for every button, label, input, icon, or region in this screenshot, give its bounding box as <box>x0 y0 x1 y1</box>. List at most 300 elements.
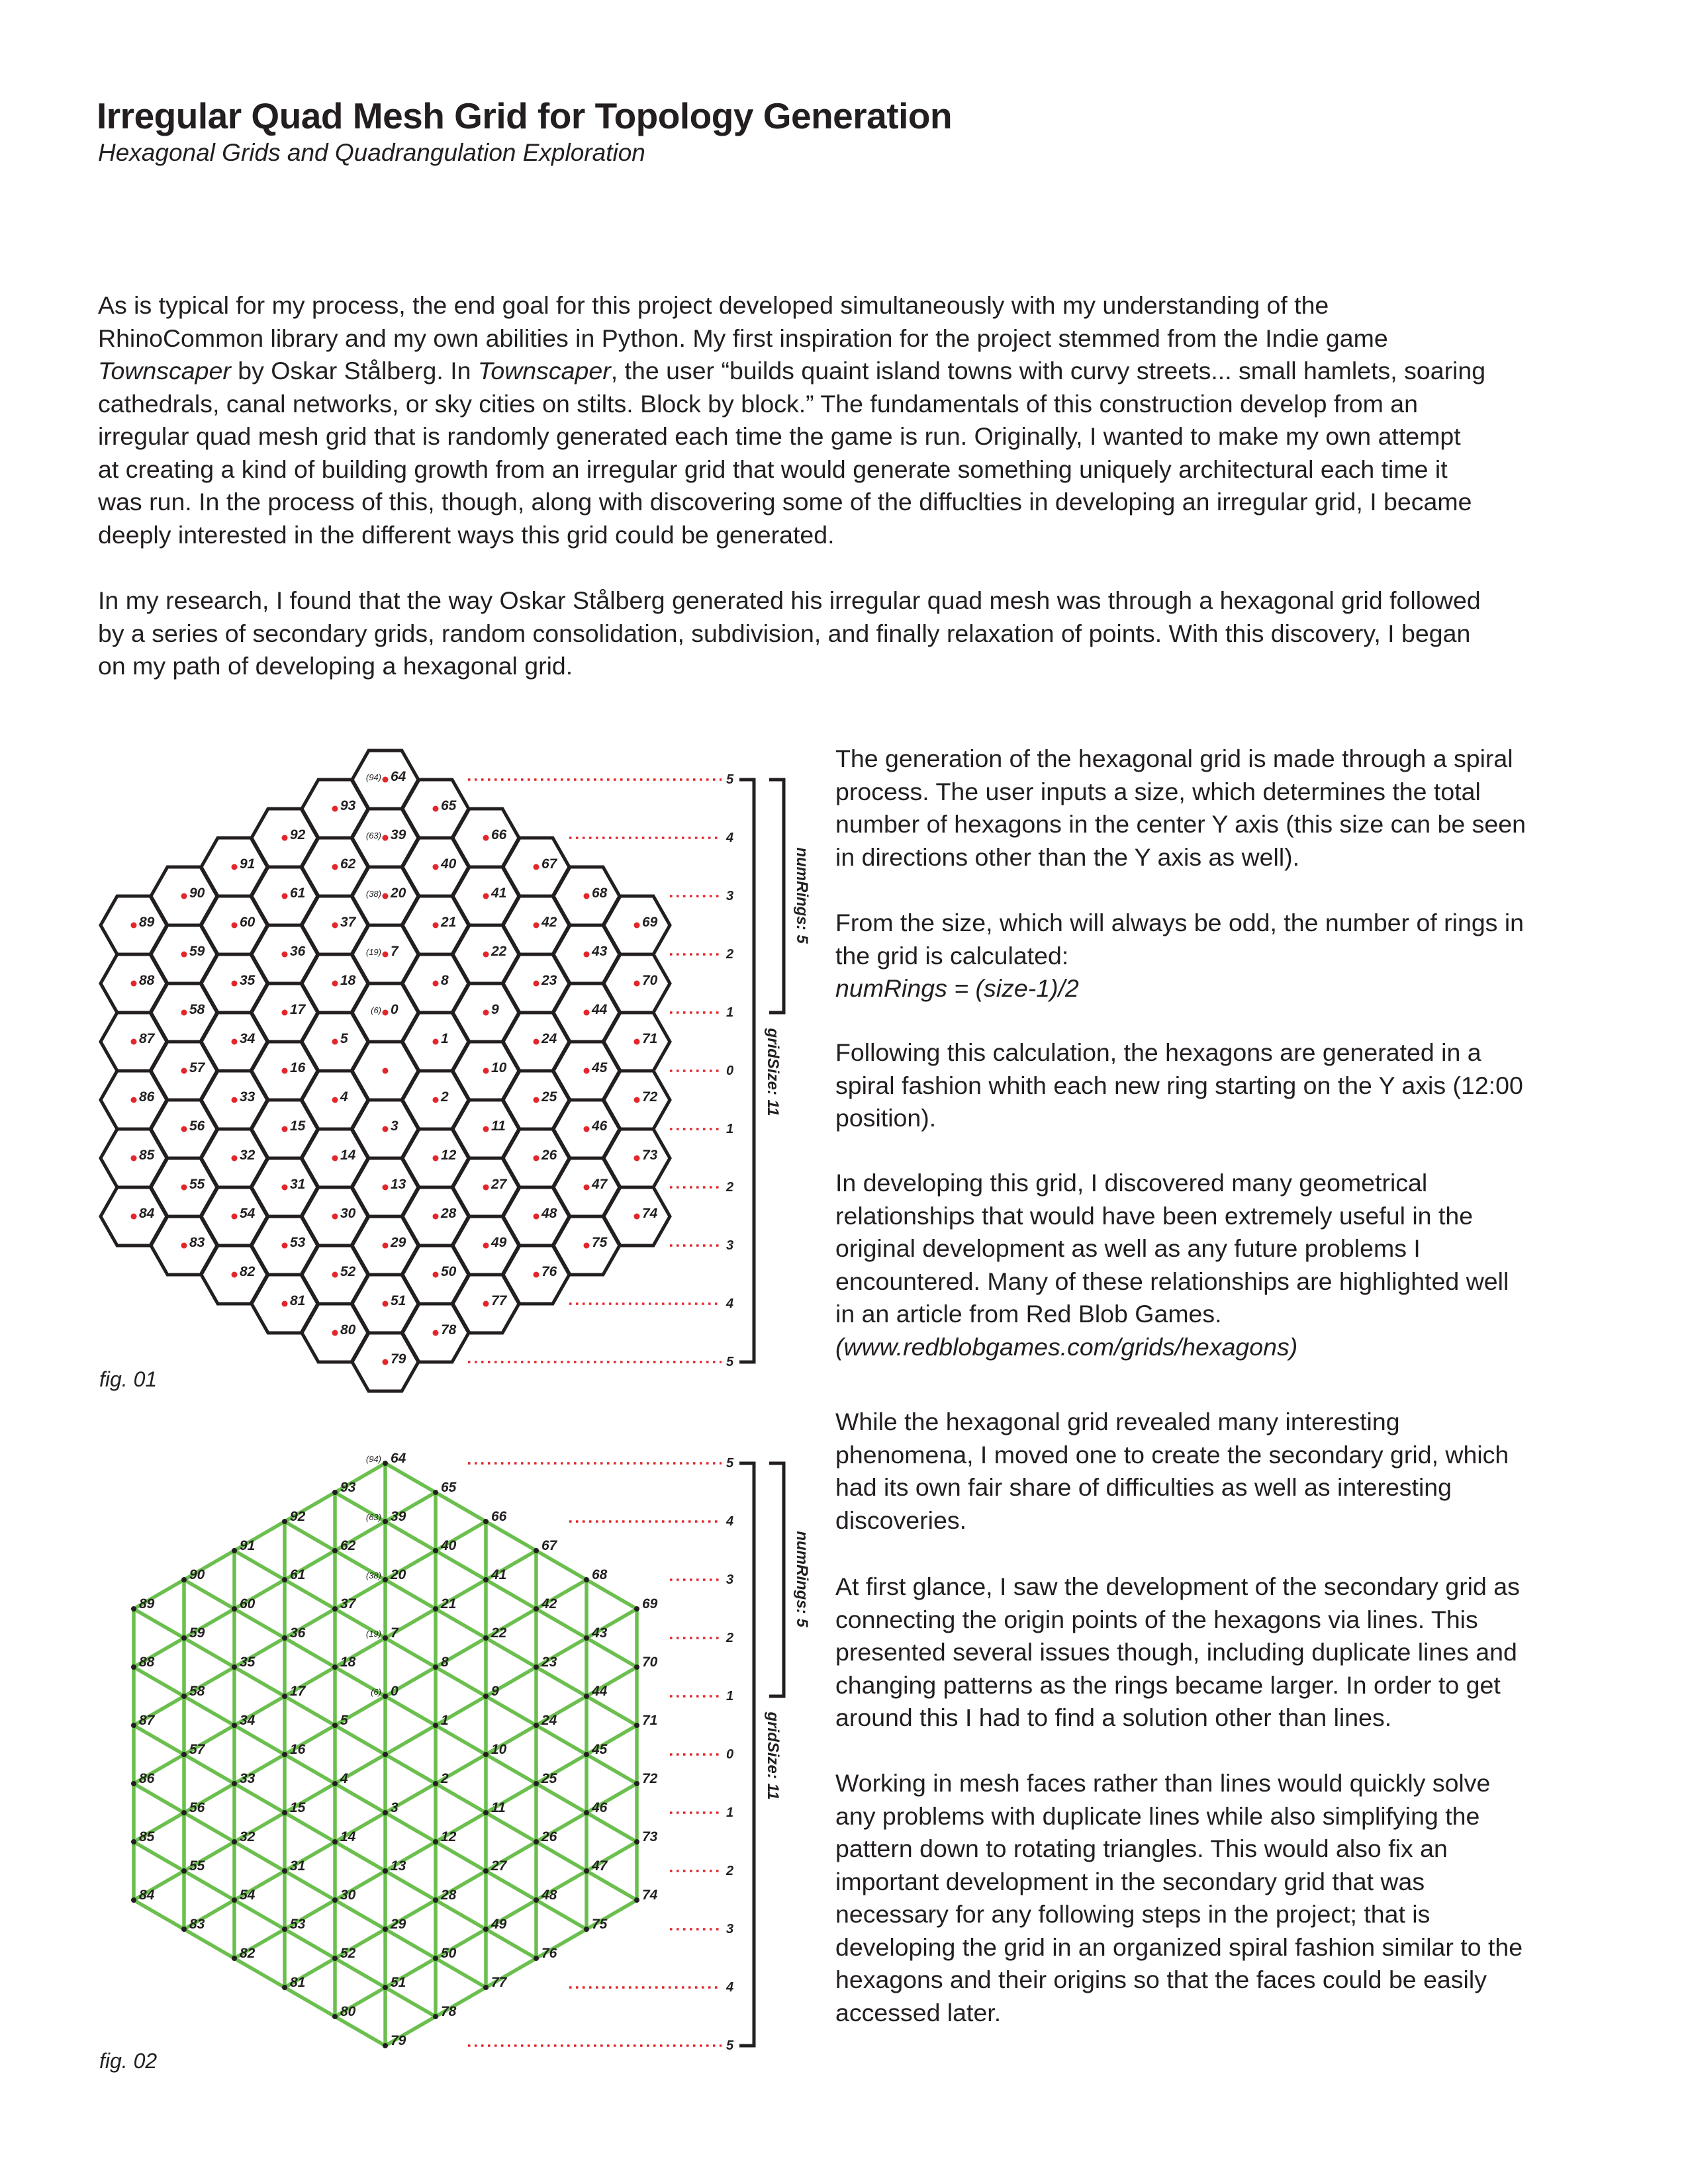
mesh-edge <box>536 1551 586 1580</box>
hexagon-index-label: 44 <box>592 1002 608 1017</box>
vertex-index-label: 64 <box>391 1451 406 1466</box>
vertex-index-label: 21 <box>441 1596 457 1612</box>
mesh-edge <box>335 1784 385 1813</box>
text-run: by a series of secondary grids, random consolidation, subdivision, and finally relaxation of points. With this discovery, I began <box>98 619 1471 647</box>
vertex-index-label: 13 <box>391 1858 406 1874</box>
ring-number-label: 2 <box>726 1631 734 1645</box>
hexagon-index-label: 11 <box>491 1118 506 1134</box>
text-run: As is typical for my process, the end goal for this project developed simultaneously with my understanding of the <box>98 291 1329 319</box>
hexagon-index-label: 91 <box>240 856 256 872</box>
vertex-index-label: 59 <box>189 1625 205 1641</box>
hexagon-index-label: 55 <box>189 1177 205 1192</box>
mesh-edge <box>586 1754 637 1784</box>
vertex-index-label: 24 <box>541 1713 557 1728</box>
mesh-edge <box>436 1667 486 1696</box>
vertex-index-label: 36 <box>290 1625 306 1641</box>
ring-number-label: 2 <box>726 1180 734 1195</box>
mesh-edge <box>385 1638 436 1667</box>
mesh-edge <box>234 1551 285 1580</box>
vertex-index-label: 14 <box>340 1829 356 1844</box>
hexagon-index-label: 53 <box>290 1235 306 1250</box>
vertex-dot <box>181 1635 187 1641</box>
vertex-index-label: 92 <box>290 1509 306 1524</box>
text-run: In developing this grid, I discovered many geometrical <box>835 1169 1428 1197</box>
mesh-edge <box>586 1696 637 1725</box>
hexagon-index-label: 86 <box>139 1089 155 1105</box>
text-run: important development in the secondary grid that was <box>835 1867 1425 1895</box>
hexagon-index-label: 12 <box>441 1148 457 1163</box>
hexagon-index-label: 89 <box>139 915 155 930</box>
text-run: In my research, I found that the way Oskar Stålberg generated his irregular quad mesh was through a hexagonal grid followed <box>98 586 1481 614</box>
vertex-index-label: 68 <box>592 1567 608 1582</box>
hexagon-index-label: 20 <box>391 886 406 901</box>
hexagon-index-label: 51 <box>391 1293 406 1308</box>
ring-number-label: 0 <box>726 1064 734 1078</box>
ring-number-label: 4 <box>726 1514 734 1529</box>
vertex-dot <box>383 1577 388 1582</box>
vertex-dot <box>282 1577 287 1582</box>
text-run: deeply interested in the different ways this grid could be generated. <box>98 520 835 549</box>
vertex-dot <box>634 1723 639 1728</box>
vertex-index-label: 78 <box>441 2004 457 2019</box>
hexagon-index-label: 72 <box>642 1089 658 1105</box>
mesh-edge <box>385 1754 436 1784</box>
vertex-dot <box>181 1810 187 1815</box>
mesh-edge <box>436 1551 486 1580</box>
hexagon-index-label: 16 <box>290 1060 306 1075</box>
hexagon-index-label: 84 <box>139 1206 155 1221</box>
hexagon-index-label: 52 <box>340 1264 356 1279</box>
vertex-dot <box>282 1868 287 1874</box>
vertex-dot <box>433 1839 438 1844</box>
vertex-dot <box>383 1694 388 1699</box>
text-run: position). <box>835 1104 937 1132</box>
text-run: by Oskar Stålberg. In <box>230 357 478 385</box>
vertex-index-label: 11 <box>491 1800 506 1815</box>
vertex-index-label: 85 <box>139 1829 155 1844</box>
vertex-index-label: 90 <box>189 1567 205 1582</box>
mesh-edge <box>486 1522 536 1551</box>
vertex-index-label: 44 <box>592 1684 608 1699</box>
mesh-edge <box>536 1667 586 1696</box>
italic-text: Townscaper <box>477 357 611 385</box>
vertex-index-label: 75 <box>592 1917 608 1932</box>
mesh-edge <box>285 1580 335 1609</box>
ring-number-label: 3 <box>726 889 734 903</box>
vertex-index-label: 33 <box>240 1771 256 1786</box>
hexagon-index-label: 34 <box>240 1031 256 1046</box>
hexagon-index-label: 4 <box>340 1089 348 1105</box>
vertex-index-label: 7 <box>391 1625 399 1641</box>
vertex-dot <box>534 1606 539 1612</box>
page-title: Irregular Quad Mesh Grid for Topology Generation <box>97 95 953 136</box>
vertex-index-label: 39 <box>391 1509 406 1524</box>
page-subtitle: Hexagonal Grids and Quadrangulation Exploration <box>98 139 645 166</box>
mesh-edge <box>335 2017 385 2046</box>
text-run: at creating a kind of building growth from an irregular grid that would generate something uniquely architectural each time it <box>98 455 1448 483</box>
vertex-index-label: 4 <box>340 1771 348 1786</box>
hexagon-index-label: 35 <box>240 973 256 988</box>
grid-size-bracket <box>739 1463 754 2046</box>
mesh-edge <box>335 1842 385 1871</box>
vertex-index-label: 73 <box>642 1829 658 1844</box>
vertex-index-label: 83 <box>189 1917 205 1932</box>
vertex-index-label: 91 <box>240 1538 256 1553</box>
vertex-index-label: 16 <box>290 1742 306 1757</box>
vertex-dot <box>433 1664 438 1670</box>
mesh-edge <box>486 1580 536 1609</box>
hexagon-index-label: 82 <box>240 1264 256 1279</box>
mesh-edge <box>436 1492 486 1522</box>
hexagon-index-label: 45 <box>592 1060 608 1075</box>
hexagon-index-label: 85 <box>139 1148 155 1163</box>
italic-text: (www.redblobgames.com/grids/hexagons) <box>835 1332 1298 1361</box>
mesh-edge <box>234 1784 285 1813</box>
mesh-edge <box>536 1784 586 1813</box>
mesh-edge <box>385 1871 436 1900</box>
mesh-edge <box>436 1725 486 1754</box>
vertex-index-label: 67 <box>541 1538 557 1553</box>
vertex-index-label: 0 <box>391 1684 399 1699</box>
text-run: was run. In the process of this, though, along with discovering some of the diffuclties in developing an irregular grid, I became <box>98 488 1472 516</box>
text-run: in directions other than the Y axis as well). <box>835 842 1300 871</box>
vertex-dot <box>383 2043 388 2048</box>
mesh-edge <box>385 1580 436 1609</box>
vertex-dot <box>634 1781 639 1786</box>
vertex-index-label: 26 <box>541 1829 557 1844</box>
vertex-dot <box>584 1635 589 1641</box>
vertex-dot <box>483 1752 489 1757</box>
mesh-edge <box>285 1929 335 1958</box>
mesh-edge <box>436 1958 486 1987</box>
vertex-dot <box>534 1897 539 1903</box>
vertex-dot <box>634 1897 639 1903</box>
vertex-dot <box>584 1868 589 1874</box>
mesh-edge <box>184 1871 234 1900</box>
hexagon-index-label: 31 <box>290 1177 306 1192</box>
vertex-dot <box>433 1723 438 1728</box>
vertex-dot <box>181 1752 187 1757</box>
text-run: original development as well as any future problems I <box>835 1234 1421 1262</box>
text-run: connecting the origin points of the hexagons via lines. This <box>835 1605 1478 1633</box>
mesh-edge <box>285 1522 335 1551</box>
vertex-dot <box>181 1577 187 1582</box>
ring-number-label: 4 <box>726 1980 734 1995</box>
vertex-index-label: 45 <box>592 1742 608 1757</box>
vertex-dot <box>181 1927 187 1932</box>
vertex-index-label: 88 <box>139 1655 155 1670</box>
text-run: had its own fair share of difficulties as well as interesting <box>835 1473 1452 1501</box>
vertex-dot <box>282 1810 287 1815</box>
text-run: process. The user inputs a size, which determines the total <box>835 777 1481 805</box>
hexagon-index-label: 3 <box>391 1118 399 1134</box>
mesh-edge <box>486 1813 536 1842</box>
vertex-index-label: 61 <box>290 1567 306 1582</box>
hexagon-index-label: 27 <box>491 1177 507 1192</box>
mesh-edge <box>536 1609 586 1638</box>
vertex-dot <box>483 1519 489 1524</box>
hexagon-index-label: 62 <box>340 856 356 872</box>
vertex-dot <box>332 2014 338 2019</box>
mesh-edge <box>335 1900 385 1929</box>
mesh-edge <box>234 1900 285 1929</box>
vertex-dot <box>584 1752 589 1757</box>
hexagon-index-label: 40 <box>441 856 457 872</box>
vertex-dot <box>483 1868 489 1874</box>
vertex-dot <box>534 1956 539 1961</box>
ring-number-label: 0 <box>726 1747 734 1762</box>
hexagon-index-label: 54 <box>240 1206 256 1221</box>
hexagon-index-label: 80 <box>340 1322 356 1338</box>
mesh-edge <box>385 1813 436 1842</box>
vertex-dot <box>232 1956 237 1961</box>
hexagon-index-label: 81 <box>290 1293 306 1308</box>
mesh-edge <box>436 1842 486 1871</box>
hexagon-index-label: 90 <box>189 886 205 901</box>
vertex-dot <box>232 1781 237 1786</box>
vertex-dot <box>483 1810 489 1815</box>
vertex-index-label: 76 <box>541 1946 557 1961</box>
hexagon-index-label: 2 <box>441 1089 449 1105</box>
vertex-index-label: 48 <box>541 1888 557 1903</box>
vertex-index-label: 31 <box>290 1858 306 1874</box>
vertex-dot <box>634 1606 639 1612</box>
vertex-index-label: 46 <box>592 1800 608 1815</box>
vertex-dot <box>483 1694 489 1699</box>
mesh-edge <box>536 1900 586 1929</box>
text-run: accessed later. <box>835 1998 1002 2026</box>
vertex-dot <box>584 1810 589 1815</box>
vertex-dot <box>383 1868 388 1874</box>
hexagon-index-label: 36 <box>290 944 306 959</box>
mesh-edge <box>285 1754 335 1784</box>
hexagon-index-label: 15 <box>290 1118 306 1134</box>
hexagon-index-label: 32 <box>240 1148 256 1163</box>
hexagon-index-label: 37 <box>340 915 356 930</box>
text-run: pattern down to rotating triangles. This would also fix an <box>835 1835 1448 1862</box>
hexagon-index-label: 42 <box>541 915 557 930</box>
mesh-edge <box>285 1638 335 1667</box>
ring-number-label: 1 <box>726 1805 734 1820</box>
vertex-dot <box>483 1985 489 1990</box>
vertex-index-label: 29 <box>391 1917 406 1932</box>
ring-number-label: 3 <box>726 1238 734 1253</box>
mesh-edge <box>335 1725 385 1754</box>
hexagon-index-label: 18 <box>340 973 356 988</box>
vertex-dot <box>282 1694 287 1699</box>
vertex-index-label: 10 <box>491 1742 507 1757</box>
vertex-dot <box>584 1577 589 1582</box>
hexagon-index-label: 74 <box>642 1206 658 1221</box>
vertex-dot <box>131 1839 136 1844</box>
ring-number-label: 1 <box>726 1005 734 1020</box>
vertex-dot <box>584 1694 589 1699</box>
ring-start-label: (19) <box>365 1629 381 1639</box>
ring-number-label: 5 <box>726 2038 734 2053</box>
hexagon-index-label: 13 <box>391 1177 406 1192</box>
vertex-dot <box>332 1490 338 1495</box>
vertex-index-label: 81 <box>290 1975 306 1990</box>
ring-start-label: (38) <box>365 889 381 899</box>
vertex-index-label: 80 <box>340 2004 356 2019</box>
text-run: Working in mesh faces rather than lines would quickly solve <box>835 1769 1491 1797</box>
vertex-index-label: 58 <box>189 1684 205 1699</box>
vertex-dot <box>534 1723 539 1728</box>
mesh-edge <box>234 1958 285 1987</box>
mesh-edge <box>586 1813 637 1842</box>
ring-start-label: (63) <box>365 831 381 841</box>
ring-number-label: 4 <box>726 831 734 845</box>
text-run: irregular quad mesh grid that is randomly generated each time the game is run. Originally, I wanted to make my own attempt <box>98 422 1461 450</box>
vertex-index-label: 54 <box>240 1888 256 1903</box>
vertex-dot <box>232 1723 237 1728</box>
vertex-index-label: 53 <box>290 1917 306 1932</box>
vertex-dot <box>332 1956 338 1961</box>
vertex-dot <box>332 1839 338 1844</box>
vertex-index-label: 77 <box>491 1975 507 1990</box>
vertex-dot <box>282 1752 287 1757</box>
vertex-dot <box>332 1548 338 1553</box>
vertex-dot <box>232 1839 237 1844</box>
mesh-edge <box>134 1667 184 1696</box>
hexagon-index-label: 92 <box>290 827 306 842</box>
hexagon-index-label: 76 <box>541 1264 557 1279</box>
vertex-dot <box>282 1927 287 1932</box>
mesh-edge <box>285 1813 335 1842</box>
text-run: in an article from Red Blob Games. <box>835 1300 1222 1328</box>
text-run: phenomena, I moved one to create the secondary grid, which <box>835 1440 1509 1469</box>
vertex-dot <box>383 1635 388 1641</box>
text-run: spiral fashion whith each new ring starting on the Y axis (12:00 <box>835 1071 1523 1099</box>
text-run: cathedrals, canal networks, or sky cities on stilts. Block by block.” The fundamentals of this construction develop from an <box>98 389 1418 418</box>
vertex-dot <box>433 1897 438 1903</box>
mesh-edge <box>586 1580 637 1609</box>
vertex-dot <box>131 1897 136 1903</box>
vertex-index-label: 2 <box>441 1771 449 1786</box>
vertex-index-label: 37 <box>340 1596 356 1612</box>
ring-start-label: (6) <box>371 1005 381 1015</box>
ring-number-label: 3 <box>726 1922 734 1936</box>
text-run: any problems with duplicate lines while also simplifying the <box>835 1801 1480 1830</box>
hexagon-index-label: 78 <box>441 1322 457 1338</box>
ring-start-label: (19) <box>365 947 381 957</box>
vertex-dot <box>433 2014 438 2019</box>
vertex-index-label: 70 <box>642 1655 658 1670</box>
vertex-dot <box>383 1519 388 1524</box>
hexagon-index-label: 50 <box>441 1264 457 1279</box>
vertex-dot <box>131 1664 136 1670</box>
vertex-index-label: 8 <box>441 1655 449 1670</box>
vertex-index-label: 17 <box>290 1684 306 1699</box>
ring-number-label: 3 <box>726 1572 734 1587</box>
text-run: on my path of developing a hexagonal grid. <box>98 652 573 680</box>
mesh-edge <box>486 1754 536 1784</box>
ring-start-label: (94) <box>365 772 381 782</box>
vertex-index-label: 18 <box>340 1655 356 1670</box>
vertex-dot <box>433 1956 438 1961</box>
mesh-edge <box>486 1929 536 1958</box>
vertex-index-label: 32 <box>240 1829 256 1844</box>
mesh-edge <box>184 1813 234 1842</box>
text-run: At first glance, I saw the development of the secondary grid as <box>835 1572 1520 1600</box>
vertex-dot <box>534 1548 539 1553</box>
hexagon-index-label: 41 <box>491 886 507 901</box>
vertex-index-label: 30 <box>340 1888 356 1903</box>
mesh-edge <box>134 1842 184 1871</box>
vertex-index-label: 3 <box>391 1800 399 1815</box>
hexagon-index-label: 22 <box>491 944 507 959</box>
hexagon-index-label: 14 <box>340 1148 356 1163</box>
vertex-index-label: 93 <box>340 1480 356 1495</box>
vertex-index-label: 56 <box>189 1800 205 1815</box>
vertex-dot <box>332 1606 338 1612</box>
vertex-dot <box>131 1723 136 1728</box>
ring-number-label: 2 <box>726 1864 734 1878</box>
hexagon-index-label: 1 <box>441 1031 449 1046</box>
mesh-edge <box>586 1871 637 1900</box>
hexagon-index-label: 61 <box>290 886 306 901</box>
text-run: While the hexagonal grid revealed many interesting <box>835 1408 1400 1435</box>
vertex-index-label: 60 <box>240 1596 256 1612</box>
num-rings-bracket <box>769 1463 784 1696</box>
text-run: changing patterns as the rings became larger. In order to get <box>835 1670 1501 1699</box>
mesh-edge <box>385 1463 436 1492</box>
hexagon-index-label: 29 <box>391 1235 406 1250</box>
ring-number-label: 1 <box>726 1689 734 1704</box>
mesh-edge <box>486 1638 536 1667</box>
mesh-edge <box>285 1696 335 1725</box>
vertex-index-label: 86 <box>139 1771 155 1786</box>
vertex-index-label: 35 <box>240 1655 256 1670</box>
vertex-index-label: 66 <box>491 1509 507 1524</box>
text-run: The generation of the hexagonal grid is made through a spiral <box>835 745 1513 772</box>
mesh-edge <box>385 1522 436 1551</box>
mesh-edge <box>335 1958 385 1987</box>
mesh-edge <box>134 1784 184 1813</box>
hexagon-index-label: 5 <box>340 1031 348 1046</box>
italic-text: numRings = (size-1)/2 <box>835 974 1079 1002</box>
mesh-edge <box>436 1900 486 1929</box>
hexagon-index-label: 64 <box>391 769 406 784</box>
vertex-dot <box>383 1985 388 1990</box>
vertex-dot <box>383 1461 388 1466</box>
ring-number-label: 2 <box>726 947 734 962</box>
mesh-edge <box>536 1725 586 1754</box>
vertex-dot <box>634 1664 639 1670</box>
mesh-edge <box>134 1900 184 1929</box>
mesh-edge <box>586 1638 637 1667</box>
hexagon-index-label: 8 <box>441 973 449 988</box>
hexagon-index-label: 67 <box>541 856 557 872</box>
ring-number-label: 5 <box>726 1355 734 1369</box>
hexagon-index-label: 70 <box>642 973 658 988</box>
vertex-dot <box>433 1781 438 1786</box>
hexagon-index-label: 88 <box>139 973 155 988</box>
text-run: necessary for any following steps in the project; that is <box>835 1900 1430 1928</box>
mesh-edge <box>234 1725 285 1754</box>
mesh-edge <box>486 1871 536 1900</box>
hexagon-index-label: 24 <box>541 1031 557 1046</box>
vertex-index-label: 25 <box>541 1771 557 1786</box>
text-run: encountered. Many of these relationships are highlighted well <box>835 1267 1509 1295</box>
vertex-index-label: 41 <box>491 1567 507 1582</box>
hexagon-index-label: 26 <box>541 1148 557 1163</box>
vertex-dot <box>282 1519 287 1524</box>
hexagon-index-label: 21 <box>441 915 457 930</box>
vertex-index-label: 72 <box>642 1771 658 1786</box>
text-run: , the user “builds quaint island towns with curvy streets... small hamlets, soaring <box>610 357 1486 385</box>
hexagon-index-label: 10 <box>491 1060 507 1075</box>
